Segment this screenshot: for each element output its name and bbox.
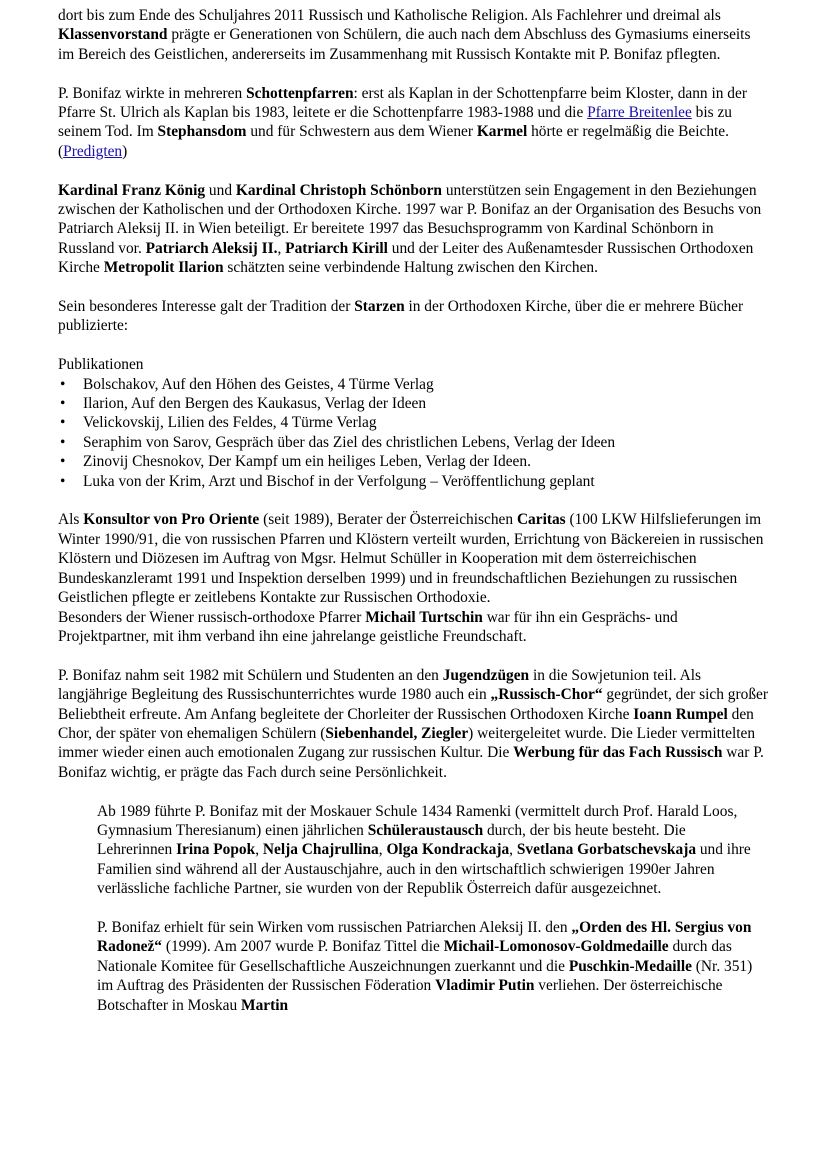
paragraph-jugendzuege: P. Bonifaz nahm seit 1982 mit Schülern und Studenten an den Jugendzügen in die Sowjetunion teil. Als langjährige Begleitung des Russischunterrichtes wurde 1980 auch ein „Russisch-Chor“ gegründet, der sich großer Beliebtheit erfreute. Am Anfang begleitete der Chorleiter der Russischen Orthodoxen Kirche Ioann Rumpel den Chor, der später von ehemaligen Schülern (Siebenhandel, Ziegler) weitergeleitet wurde. Die Lieder vermittelten immer wieder einen auch emotionalen Zugang zur russischen Kultur. Die Werbung für das Fach Russisch war P. Bonifaz wichtig, er prägte das Fach durch seine Persönlichkeit.: [58, 666, 768, 781]
bullet-icon: •: [60, 472, 66, 490]
bold-term: Caritas: [516, 511, 566, 529]
bold-term: Kardinal Christoph Schönborn: [235, 181, 442, 199]
bold-term: Starzen: [354, 298, 405, 316]
bold-term: „Russisch-Chor“: [490, 686, 603, 704]
bullet-icon: •: [60, 375, 66, 393]
list-item: • Zinovij Chesnokov, Der Kampf um ein heiliges Leben, Verlag der Ideen.: [60, 453, 531, 471]
bold-term: Schüleraustausch: [367, 821, 484, 839]
bold-term: Ioann Rumpel: [633, 705, 728, 723]
paragraph-starzen: Sein besonderes Interesse galt der Tradition der Starzen in der Orthodoxen Kirche, über die er mehrere Bücher publizierte:: [58, 298, 744, 335]
bold-term: Martin: [241, 996, 289, 1014]
publications-list: [58, 375, 770, 491]
bold-term: Jugendzügen: [442, 666, 530, 684]
bold-term: Konsultor von Pro Oriente: [83, 511, 260, 529]
bullet-icon: •: [60, 453, 66, 471]
bullet-icon: •: [60, 395, 66, 413]
bold-term: Michail Turtschin: [365, 608, 483, 626]
list-item: • Ilarion, Auf den Bergen des Kaukasus, Verlag der Ideen: [60, 395, 427, 413]
paragraph-parishes: P. Bonifaz wirkte in mehreren Schottenpfarren: erst als Kaplan in der Schottenpfarre beim Kloster, dann in der Pfarre St. Ulrich als Kaplan bis 1983, leitete er die Schottenpfarre 1983-1988 und die Pfarre Breitenlee bis zu seinem Tod. Im Stephansdom und für Schwestern aus dem Wiener Karmel hörte er regelmäßig die Beichte. (Predigten): [58, 84, 747, 160]
bold-term: Olga Kondrackaja: [386, 841, 510, 859]
link-predigten[interactable]: Predigten: [63, 142, 123, 160]
paragraph-exchange: Ab 1989 führte P. Bonifaz mit der Moskauer Schule 1434 Ramenki (vermittelt durch Prof. Harald Loos, Gymnasium Theresianum) einen jährlichen Schüleraustausch durch, der bis heute besteht. Die Lehrerinnen Irina Popok, Nelja Chajrullina, Olga Kondrackaja, Svetlana Gorbatschevskaja und ihre Familien sind während all der Austauschjahre, auch in den wirtschaftlich schwierigen 1990er Jahren verlässliche fachliche Partner, sie wurden von der Republik Österreich dafür ausgezeichnet.: [97, 802, 751, 898]
bullet-icon: •: [60, 433, 66, 451]
bold-term: Nelja Chajrullina: [262, 841, 379, 859]
bold-term: Schottenpfarren: [246, 84, 354, 102]
bold-term: Werbung für das Fach Russisch: [513, 744, 723, 762]
bold-term: Irina Popok: [176, 841, 256, 859]
bold-term: Metropolit Ilarion: [103, 259, 224, 277]
document-page: [58, 6, 770, 1034]
paragraph-pro-oriente: Als Konsultor von Pro Oriente (seit 1989), Berater der Österreichischen Caritas (100 LKW Hilfslieferungen im Winter 1990/91, die von russischen Pfarren und Klöstern verteilt wurden, Errichtung von Bäckereien in russischen Klöstern und Diözesen im Auftrag von Mgsr. Helmut Schüller in Kooperation mit dem österreichischen Bundeskanzleramt 1991 und Inspektion derselben 1999) und in freundschaftlichen Beziehungen zu russischen Geistlichen pflegte er zeitlebens Kontakte zur Russischen Orthodoxie.: [58, 511, 764, 607]
paragraph-teaching: dort bis zum Ende des Schuljahres 2011 Russisch und Katholische Religion. Als Fachlehrer und dreimal als Klassenvorstand prägte er Generationen von Schülern, die auch nach dem Abschluss des Gymasiums einerseits im Bereich des Geistlichen, andererseits im Zusammenhang mit Russisch Kontakte mit P. Bonifaz pflegten.: [58, 7, 751, 63]
paragraph-awards: P. Bonifaz erhielt für sein Wirken vom russischen Patriarchen Aleksij II. den „Orden des Hl. Sergius von Radonež“ (1999). Am 2007 wurde P. Bonifaz Tittel die Michail-Lomonosov-Goldmedaille durch das Nationale Komitee für Gesellschaftliche Auszeichnungen zuerkannt und die Puschkin-Medaille (Nr. 351) im Auftrag des Präsidenten der Russischen Föderation Vladimir Putin verliehen. Der österreichische Botschafter in Moskau Martin: [97, 918, 753, 1014]
bold-term: Vladimir Putin: [435, 977, 535, 995]
list-item: • Velickovskij, Lilien des Feldes, 4 Türme Verlag: [60, 414, 377, 432]
bold-term: Stephansdom: [157, 123, 247, 141]
list-item: • Luka von der Krim, Arzt und Bischof in der Verfolgung – Veröffentlichung geplant: [60, 472, 595, 490]
bold-term: Karmel: [476, 123, 528, 141]
paragraph-turtschin: Besonders der Wiener russisch-orthodoxe Pfarrer Michail Turtschin war für ihn ein Gesprächs- und Projektpartner, mit ihm verband ihn eine jahrelange geistliche Freundschaft.: [58, 608, 678, 645]
bold-term: „Orden des Hl. Sergius von Radonež“: [97, 918, 752, 956]
publications-heading: Publikationen: [58, 356, 144, 374]
list-item: • Seraphim von Sarov, Gespräch über das Ziel des christlichen Lebens, Verlag der Ideen: [60, 433, 616, 451]
bold-term: Michail-Lomonosov-Goldmedaille: [443, 938, 669, 956]
bold-term: Svetlana Gorbatschevskaja: [516, 841, 697, 859]
bold-term: Kardinal Franz König: [58, 181, 206, 199]
link-pfarre-breitenlee[interactable]: Pfarre Breitenlee: [587, 104, 692, 122]
bold-term: Patriarch Kirill: [285, 239, 388, 257]
paragraph-ecumenism: Kardinal Franz König und Kardinal Christoph Schönborn unterstützen sein Engagement in den Beziehungen zwischen der Katholischen und der Orthodoxen Kirche. 1997 war P. Bonifaz an der Organisation des Besuchs von Patriarch Aleksij II. in Wien beteiligt. Er bereitete 1997 das Besuchsprogramm von Kardinal Schönborn in Russland vor. Patriarch Aleksij II., Patriarch Kirill und der Leiter des Außenamtesder Russischen Orthodoxen Kirche Metropolit Ilarion schätzten seine verbindende Haltung zwischen den Kirchen.: [58, 181, 762, 277]
list-item: • Bolschakov, Auf den Höhen des Geistes, 4 Türme Verlag: [60, 375, 434, 393]
bold-term: Siebenhandel, Ziegler: [325, 724, 469, 742]
bold-term: Patriarch Aleksij II.: [145, 239, 278, 257]
bold-term: Klassenvorstand: [58, 26, 168, 44]
bullet-icon: •: [60, 414, 66, 432]
bold-term: Puschkin-Medaille: [568, 957, 692, 975]
